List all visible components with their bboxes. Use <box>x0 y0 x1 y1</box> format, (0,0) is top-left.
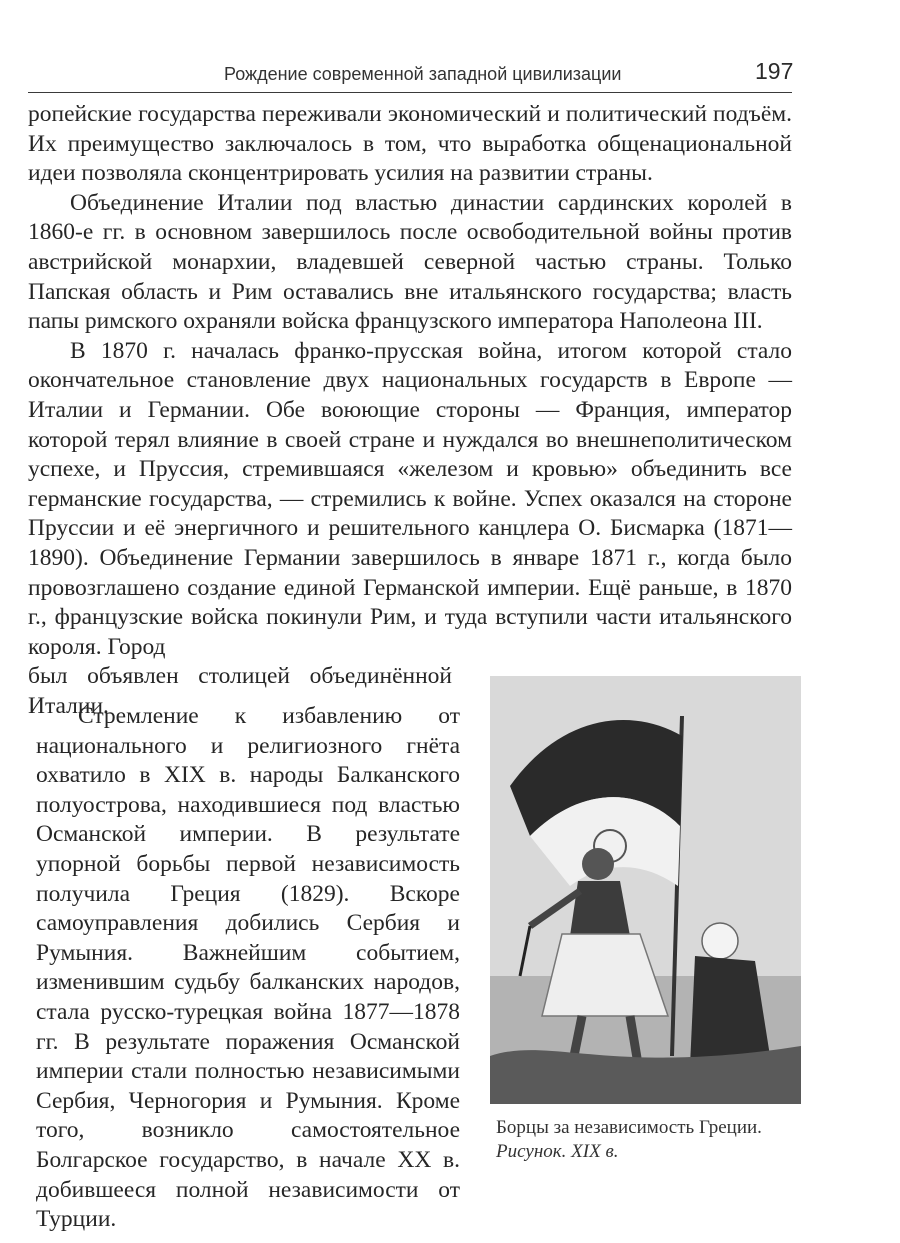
caption-source: Рисунок. XIX в. <box>496 1141 619 1162</box>
fighter-head <box>582 848 614 880</box>
page-number: 197 <box>755 58 794 84</box>
paragraph-balkans: Стремление к избавлению от национального и религиозного гнёта охватило в XIX в. народы Балканского полуострова, находившиеся под властью Османской империи. В результате упорной борьбы первой независимость получила Греция (1829). Вскоре самоуправления добились Сербия и Румыния. Важнейшим событием, изменившим судьбу балканских народов, стала русско-турецкая война 1877—1878 гг. В результате поражения Османской империи стали полностью независимыми Сербия, Черногория и Румыния. Кроме того, возникло самостоятельное Болгарское государство, в начале XX в. добившееся полной независимости от Турции. <box>36 703 460 1233</box>
paragraph-continuation: ропейские государства переживали экономический и политический подъём. Их преимущество заключалось в том, что выработка общенациональной идеи позволяла сконцентрировать усилия на развитии страны. <box>28 101 792 187</box>
running-title: Рождение современной западной цивилизации <box>224 64 622 84</box>
column-text <box>36 702 460 1235</box>
figure-caption <box>496 1116 806 1164</box>
engraving-image <box>490 676 801 1104</box>
caption-title: Борцы за независимость Греции. <box>496 1117 762 1138</box>
fighter-torso <box>570 881 630 936</box>
paragraph-italy: Объединение Италии под властью династии сардинских королей в 1860-е гг. в основном завершилось после освободительной войны против австрийской монархии, владевшей северной частью страны. Только Папская область и Рим оставались вне итальянского государства; власть папы римского охраняли войска французского императора Наполеона III. <box>28 189 792 335</box>
paragraph-franco-prussian-war-end: был объявлен столицей объединённой Италии. <box>28 663 452 719</box>
illustration-greek-fighters <box>490 676 801 1104</box>
paragraph-franco-prussian-war: В 1870 г. началась франко-прусская война, итогом которой стало окончательное становление двух национальных государств в Европе — Италии и Германии. Обе воюющие стороны — Франция, император которой терял влияние в своей стране и нуждался во внешнеполитическом успехе, и Пруссия, стремившаяся «железом и кровью» объединить все германские государства, — стремились к войне. Успех оказался на стороне Пруссии и её энергичного и решительного канцлера О. Бисмарка (1871—1890). Объединение Германии завершилось в январе 1871 г., когда было провозглашено создание единой Германской империи. Ещё раньше, в 1870 г., французские войска покинули Рим, и туда вступили части итальянского короля. Город <box>28 337 792 660</box>
enemy-turban <box>702 923 738 959</box>
running-header <box>28 58 792 93</box>
main-text <box>28 100 792 721</box>
